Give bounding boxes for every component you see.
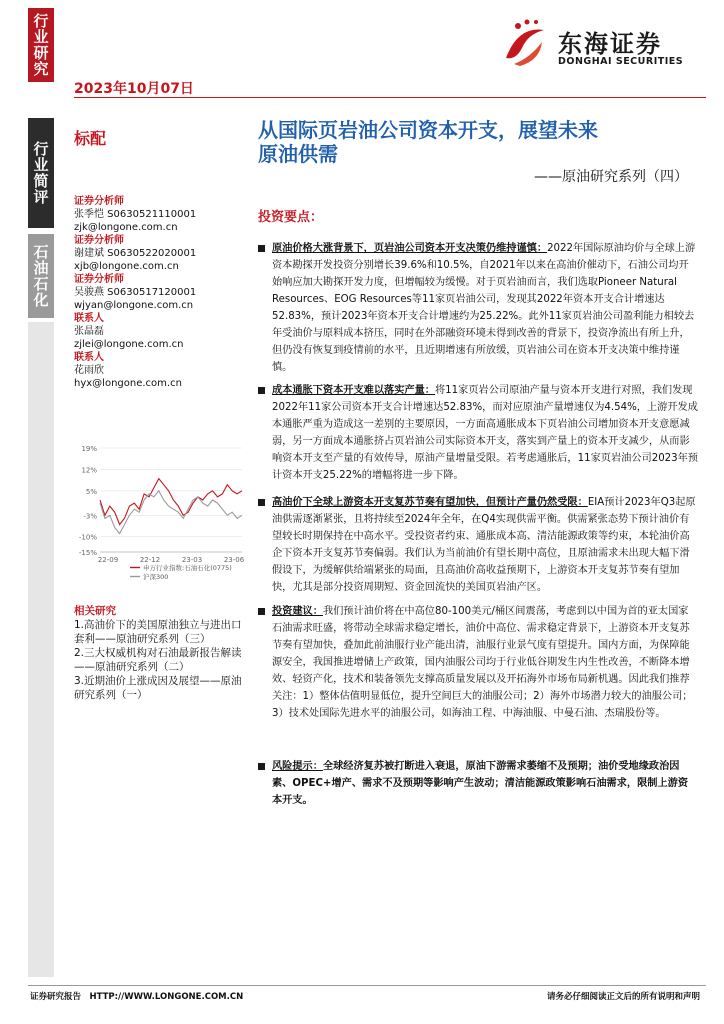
chart-y-tick-label: -15% <box>78 549 97 557</box>
chart-series-line <box>100 491 242 534</box>
analyst-email[interactable]: hyx@longone.com.cn <box>74 378 182 389</box>
bullet-lead: 成本通胀下资本开支难以落实产量： <box>272 385 435 396</box>
tab-petrochemical <box>28 234 54 318</box>
bullet-lead: 风险提示： <box>272 761 323 772</box>
performance-chart <box>74 440 246 588</box>
bullet-oil-price <box>258 240 698 376</box>
bullet-cost-inflation <box>258 382 698 484</box>
bullet-investment-advice <box>258 603 698 722</box>
report-title <box>258 118 704 166</box>
bullet-marker-icon <box>258 608 265 615</box>
footer-left[interactable]: 证券研究报告 HTTP://WWW.LONGONE.COM.CN <box>30 992 244 1002</box>
analyst-block <box>74 312 244 351</box>
section-title: 投资要点： <box>258 210 324 225</box>
bullet-body: 将11家页岩公司原油产量与资本开支进行对照，我们发现2022年11家公司资本开支合计增速达52.83%，而对应原油产量增速仅为4.54%，上游开发成本通胀严重为造成这一差别的主要原因，一方面高通胀成本下页岩油公司增加资本开支意愿减弱，另一方面成本通胀挤占页岩油公司实际资本开支，落实到产量上的资本开支减少，从而影响资本开支至产量的有效传导，原油产量增量受限。若考虑通胀后，11家页岩油公司2023年预计资本开支25.22%的增幅将进一步下降。 <box>272 385 699 481</box>
analyst-block <box>74 195 244 234</box>
analyst-name: 张季恺 S0630521110001 <box>74 209 197 220</box>
footer-right: 请务必仔细阅读正文后的所有说明和声明 <box>546 992 700 1002</box>
bullet-lead: 高油价下全球上游资本开支复苏节奏有望加快，但预计产量仍然受限： <box>272 497 588 508</box>
logo-en: DONGHAI SECURITIES <box>558 56 684 67</box>
tab-industry-research-label: 行业研究 <box>31 13 50 77</box>
analyst-role: 证券分析师 <box>74 274 124 285</box>
analyst-email[interactable]: xjb@longone.com.cn <box>74 261 179 272</box>
header-divider <box>74 97 706 98</box>
bullet-marker-icon <box>258 245 265 252</box>
analyst-name: 张晶磊 <box>74 326 104 337</box>
chart-y-tick-label: 12% <box>81 466 97 475</box>
sidebar-stripe <box>28 322 54 977</box>
chart-legend-label: 申万行业指数:石油石化(0775) <box>143 564 232 572</box>
analyst-role: 联系人 <box>74 352 104 363</box>
related-item[interactable]: 3.近期油价上涨成因及展望——原油研究系列（一） <box>74 675 242 701</box>
analyst-email[interactable]: wjyan@longone.com.cn <box>74 300 194 311</box>
tab-petrochemical-label: 石油石化 <box>31 244 50 308</box>
analyst-name: 吴骏燕 S0630517120001 <box>74 287 197 298</box>
chart-x-tick-label: 23-03 <box>181 556 203 564</box>
analyst-name: 花雨欣 <box>74 365 104 376</box>
logo-mark-icon <box>496 14 554 72</box>
tab-industry-research <box>28 8 54 82</box>
analyst-role: 证券分析师 <box>74 235 124 246</box>
analyst-name: 谢建斌 S0630522020001 <box>74 248 197 259</box>
report-date: 2023年10月07日 <box>74 81 194 97</box>
company-logo <box>496 14 706 74</box>
bullet-lead: 投资建议： <box>272 606 323 617</box>
related-item[interactable]: 1.高油价下的美国原油独立与进出口套利——原油研究系列（三） <box>74 619 242 645</box>
bullet-body: 2022年国际原油均价与全球上游资本勘探开发投资分别增长39.6%和10.5%，自2021年以来在高油价催动下，石油公司均开始响应加大勘探开发力度，但增幅较为缓慢。对于页岩油而言，我们选取Pioneer Natural Resources、EOG Resources等11家页岩油公司，发现其2022年资本开支合计增速达52.83%，预计2023年资本开支合计增速约为25.22%。此外11家页岩油公司盈利能力相较去年受油价与原料成本挤压，同时在外部融资环境未得到改善的背景下，投资净流出有所上升，但仍没有恢复到疫情前的水平，且近期增速有所放缓，页岩油公司在资本开支决策中维持谨慎。 <box>272 243 696 373</box>
analyst-email[interactable]: zjk@longone.com.cn <box>74 222 178 233</box>
bullet-body: 全球经济复苏被打断进入衰退，原油下游需求萎缩不及预期；油价受地缘政治因素、OPEC+增产、需求不及预期等影响产生波动；清洁能源政策影响石油需求，限制上游资本开支。 <box>272 761 689 806</box>
analyst-block <box>74 273 244 312</box>
analyst-role: 联系人 <box>74 313 104 324</box>
analyst-email[interactable]: zjlei@longone.com.cn <box>74 339 184 350</box>
bullet-marker-icon <box>258 387 265 394</box>
title-line-1: 从国际页岩油公司资本开支，展望未来 <box>258 118 598 142</box>
bullet-body: EIA预计2023年Q3起原油供需逐渐紧张，且将持续至2024年全年，在Q4实现供需平衡。供需紧张态势下预计油价有望较长时期保持在中高水平。受投资者约束、通胀成本高、清洁能源政策等约束，本轮油价高企下资本开支复苏节奏偏弱。我们认为当前油价有望长期中高位，且原油需求未出现大幅下滑假设下，为缓解供给端紧张的局面，且高油价高收益预期下，上游资本开支复苏节奏有望加快，尤其是部分投资周期短、资金回流快的美国页岩油产区。 <box>272 497 696 593</box>
chart-y-tick-label: -3% <box>83 512 97 521</box>
analyst-list <box>74 195 244 390</box>
chart-y-tick-label: 5% <box>85 487 97 496</box>
chart-series-line <box>100 479 242 525</box>
bullet-global-capex <box>258 494 698 596</box>
footer-divider <box>28 985 706 986</box>
bullet-marker-icon <box>258 763 265 770</box>
chart-x-tick-label: 23-06 <box>223 556 245 564</box>
chart-x-tick-label: 22-12 <box>139 556 161 564</box>
analyst-block <box>74 351 244 390</box>
report-series: ——原油研究系列（四） <box>534 169 688 185</box>
bullet-lead: 原油价格大涨背景下，页岩油公司资本开支决策仍维持谨慎： <box>272 243 548 254</box>
analyst-role: 证券分析师 <box>74 196 124 207</box>
related-research <box>74 604 244 702</box>
logo-cn: 东海证券 <box>558 30 662 58</box>
chart-y-tick-label: 19% <box>81 445 97 453</box>
bullet-body: 我们预计油价将在中高位80-100美元/桶区间震荡，考虑到以中国为首的亚太国家石油需求旺盛，将带动全球需求稳定增长，油价中高位、需求稳定背景下，上游资本开支复苏节奏有望加快，叠加此前油服行业产能出清，油服行业景气度有望提升。国内方面，为保障能源安全，我国推进增储上产政策，国内油服公司均于行业低谷期发生内生性改善，不断降本增效、轻资产化，技术和装备领先支撑高质量发展以及开拓海外市场布局新机遇。因此我们推荐关注：1）整体估值明显低位，提升空间巨大的油服公司；2）海外市场潜力较大的油服公司；3）技术处国际先进水平的油服公司，如海油工程、中海油服、中曼石油、杰瑞股份等。 <box>272 606 693 719</box>
bullet-marker-icon <box>258 499 265 506</box>
bullet-risk <box>258 758 698 809</box>
chart-x-tick-label: 22-09 <box>97 556 119 564</box>
analyst-block <box>74 234 244 273</box>
related-item[interactable]: 2.三大权威机构对石油最新报告解读——原油研究系列（二） <box>74 647 242 673</box>
related-heading: 相关研究 <box>74 605 116 617</box>
rating: 标配 <box>74 129 107 148</box>
tab-industry-brief <box>28 118 54 228</box>
title-line-2: 原油供需 <box>258 142 338 166</box>
chart-legend-label: 沪深300 <box>143 573 169 581</box>
chart-y-tick-label: -10% <box>78 533 97 542</box>
tab-industry-brief-label: 行业简评 <box>31 141 50 205</box>
